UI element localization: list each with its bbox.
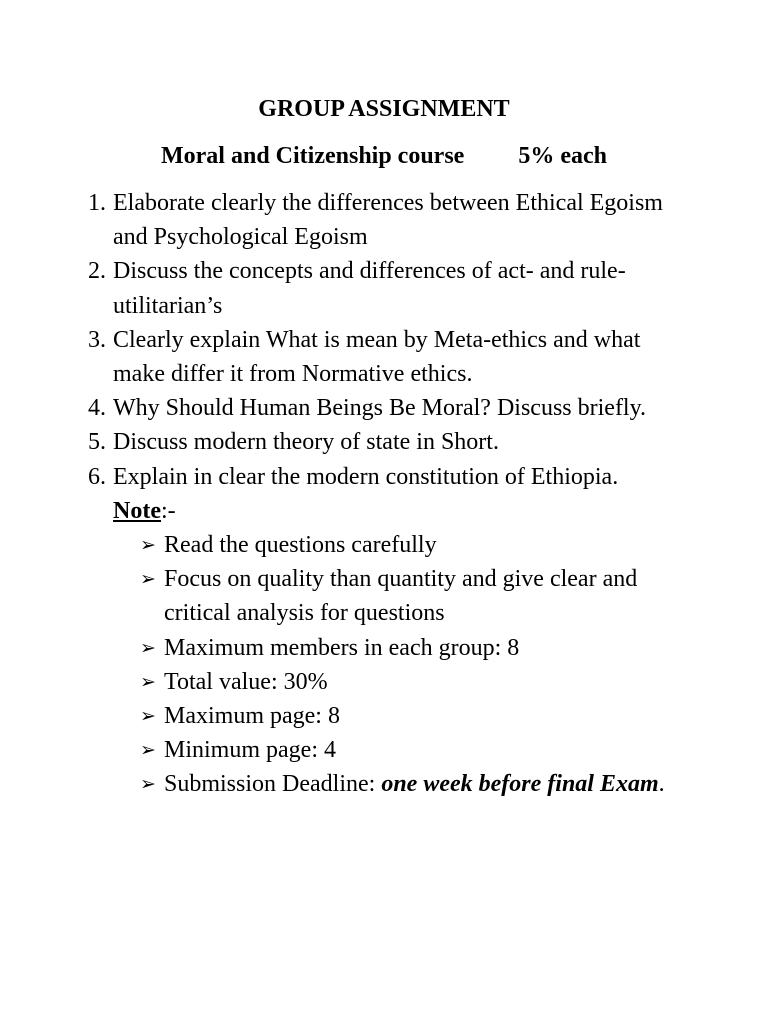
question-text: Explain in clear the modern constitution of Ethiopia.: [113, 463, 619, 490]
bullet-item: [140, 528, 680, 562]
bullet-item: [140, 562, 680, 630]
question-item: [88, 391, 688, 425]
question-number: 2.: [88, 258, 106, 285]
deadline-label: Submission Deadline:: [164, 771, 382, 798]
question-number: 6.: [88, 463, 106, 490]
bullet-text: Read the questions carefully: [164, 532, 437, 558]
deadline-value: one week before final Exam: [381, 771, 659, 798]
bullet-item: [140, 665, 680, 699]
question-text: Discuss modern theory of state in Short.: [113, 429, 499, 456]
question-list: [88, 186, 688, 494]
question-number: 3.: [88, 326, 106, 353]
bullet-item: [140, 733, 680, 767]
question-text: Why Should Human Beings Be Moral? Discuss briefly.: [113, 395, 647, 422]
question-item: [88, 254, 688, 322]
question-text: Clearly explain What is mean by Meta-ethics and what make differ it from Normative ethics.: [113, 326, 641, 388]
note-heading: [113, 494, 176, 528]
bullet-text: Maximum members in each group: 8: [164, 634, 520, 661]
question-item: [88, 186, 688, 254]
course-name: Moral and Citizenship course: [161, 143, 465, 169]
question-text: Discuss the concepts and differences of act- and rule-utilitarian’s: [113, 258, 626, 319]
bullet-text: Total value: 30%: [164, 668, 328, 695]
note-bullet-list: [140, 528, 680, 802]
arrowhead-bullet-icon: ➢: [140, 670, 156, 693]
bullet-item: [140, 699, 680, 733]
arrowhead-bullet-icon: ➢: [140, 739, 156, 762]
arrowhead-bullet-icon: ➢: [140, 636, 156, 659]
course-weight: 5% each: [518, 143, 607, 169]
question-item: [88, 323, 688, 391]
question-number: 1.: [88, 190, 106, 216]
bullet-item: [140, 631, 680, 665]
deadline-end: .: [658, 771, 665, 798]
question-item: [88, 460, 688, 494]
note-suffix: :-: [160, 498, 176, 524]
arrowhead-bullet-icon: ➢: [140, 705, 156, 728]
bullet-text: Focus on quality than quantity and give clear and critical analysis for questions: [164, 566, 638, 627]
bullet-text: Maximum page: 8: [164, 703, 340, 730]
arrowhead-bullet-icon: ➢: [140, 773, 156, 796]
arrowhead-bullet-icon: ➢: [140, 568, 156, 591]
bullet-item-deadline: [140, 767, 680, 801]
question-item: [88, 425, 688, 459]
bullet-text: Minimum page: 4: [164, 737, 336, 764]
question-number: 5.: [88, 429, 106, 456]
course-subtitle: [0, 142, 768, 170]
arrowhead-bullet-icon: ➢: [140, 534, 156, 556]
note-label: Note: [113, 498, 161, 524]
page-title: GROUP ASSIGNMENT: [258, 96, 510, 122]
question-number: 4.: [88, 395, 106, 422]
question-text: Elaborate clearly the differences between Ethical Egoism and Psychological Egoism: [113, 190, 663, 251]
